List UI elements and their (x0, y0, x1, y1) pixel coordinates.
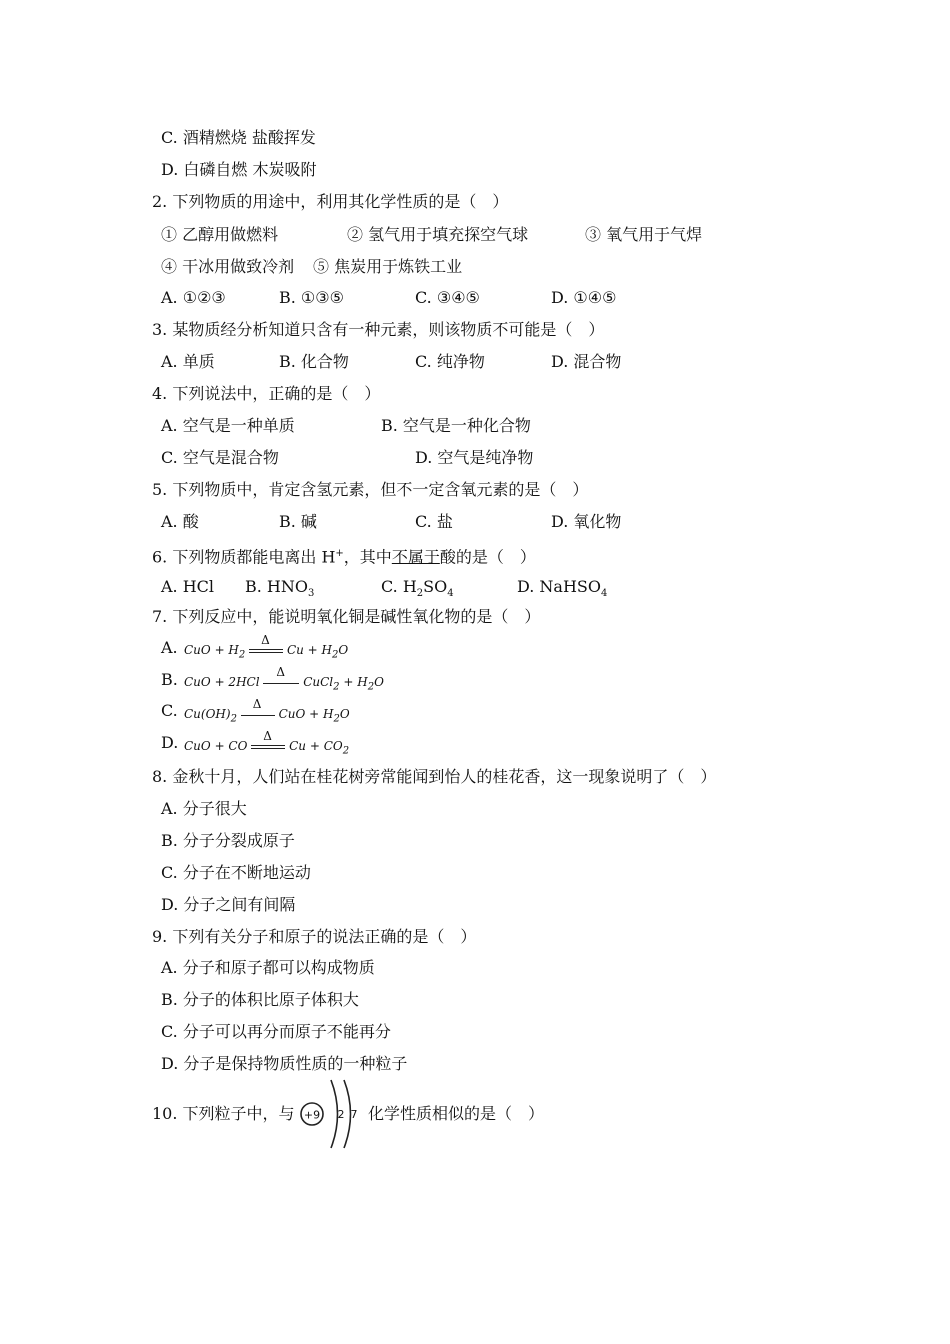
q3-option-c: C. 纯净物 (415, 352, 485, 371)
q2-stem: 2. 下列物质的用途中，利用其化学性质的是（ ） (152, 192, 509, 211)
q2-option-a: A. ①②③ (161, 288, 226, 307)
q10-stem-after: 化学性质相似的是（ ） (368, 1104, 545, 1123)
q1-option-d: D. 白磷自燃 木炭吸附 (161, 160, 317, 179)
q6-option-c: C. $H_2SO_4$ (381, 577, 454, 600)
equation-b: CuO + 2HCl Δ CuCl$_2$ + $H_2O$ (184, 664, 384, 693)
shell-1-electrons: 2 (337, 1108, 345, 1121)
q5-option-b: B. 碱 (279, 512, 317, 531)
q9-option-a: A. 分子和原子都可以构成物质 (161, 958, 375, 977)
q2-item: ② 氢气用于填充探空气球 (347, 225, 529, 244)
q5-option-a: A. 酸 (161, 512, 199, 531)
q7-label-c: C. (161, 701, 178, 720)
q5-option-d: D. 氧化物 (551, 512, 622, 531)
q2-option-c: C. ③④⑤ (415, 288, 480, 307)
q6-option-b: B. $HNO_3$ (245, 577, 315, 600)
q7-label-b: B. (161, 670, 178, 689)
q2-item: ④ 干冰用做致冷剂 (161, 257, 295, 276)
atom-structure-diagram (298, 1076, 364, 1152)
q4-option-a: A. 空气是一种单质 (161, 416, 295, 435)
q7-label-a: A. (161, 638, 178, 657)
q9-option-b: B. 分子的体积比原子体积大 (161, 990, 359, 1009)
q7-stem: 7. 下列反应中，能说明氧化铜是碱性氧化物的是（ ） (152, 607, 541, 626)
q9-option-c: C. 分子可以再分而原子不能再分 (161, 1022, 391, 1041)
q9-option-d: D. 分子是保持物质性质的一种粒子 (161, 1054, 408, 1073)
q5-option-c: C. 盐 (415, 512, 453, 531)
q8-option-c: C. 分子在不断地运动 (161, 863, 311, 882)
nucleus-charge: +9 (303, 1108, 321, 1122)
q6-option-d: D. NaHSO$_4$ (517, 577, 608, 600)
q5-stem: 5. 下列物质中，肯定含氢元素，但不一定含氧元素的是（ ） (152, 480, 589, 499)
q8-option-a: A. 分子很大 (161, 799, 247, 818)
q1-option-c: C. 酒精燃烧 盐酸挥发 (161, 128, 316, 147)
equation-a: CuO + $H_2$ Δ $Cu + H_2O$ (184, 632, 349, 661)
heating-arrow: Δ (251, 743, 285, 751)
heating-arrow: Δ (249, 647, 283, 655)
equation-d: CuO + CO Δ $Cu + CO_2$ (184, 728, 350, 757)
q4-option-c: C. 空气是混合物 (161, 448, 279, 467)
q2-item: ① 乙醇用做燃料 (161, 225, 279, 244)
q6-option-a: A. HCl (161, 577, 215, 596)
q2-option-b: B. ①③⑤ (279, 288, 344, 307)
q6-stem: 6. 下列物质都能电离出 H+，其中不属于酸的是（ ） (152, 547, 536, 567)
q2-item: ⑤ 焦炭用于炼铁工业 (313, 257, 463, 276)
q8-stem: 8. 金秋十月，人们站在桂花树旁常能闻到怡人的桂花香，这一现象说明了（ ） (152, 767, 717, 786)
q3-option-a: A. 单质 (161, 352, 215, 371)
q2-item: ③ 氧气用于气焊 (585, 225, 703, 244)
q7-label-d: D. (161, 733, 179, 752)
q4-option-d: D. 空气是纯净物 (415, 448, 534, 467)
q4-option-b: B. 空气是一种化合物 (381, 416, 531, 435)
q9-stem: 9. 下列有关分子和原子的说法正确的是（ ） (152, 927, 477, 946)
reaction-arrow: Δ (241, 711, 275, 719)
q3-option-d: D. 混合物 (551, 352, 622, 371)
shell-2-electrons: 7 (350, 1108, 358, 1121)
reaction-arrow: Δ (263, 679, 299, 687)
q8-option-d: D. 分子之间有间隔 (161, 895, 296, 914)
q3-stem: 3. 某物质经分析知道只含有一种元素，则该物质不可能是（ ） (152, 320, 605, 339)
q2-option-d: D. ①④⑤ (551, 288, 617, 307)
q10-stem-before: 10. 下列粒子中，与 (152, 1104, 295, 1123)
underlined-keyword: 不属于 (391, 547, 440, 567)
equation-c: $Cu(OH)_2$ Δ CuO + $H_2O$ (184, 696, 350, 725)
q3-option-b: B. 化合物 (279, 352, 349, 371)
q4-stem: 4. 下列说法中，正确的是（ ） (152, 384, 381, 403)
q8-option-b: B. 分子分裂成原子 (161, 831, 295, 850)
